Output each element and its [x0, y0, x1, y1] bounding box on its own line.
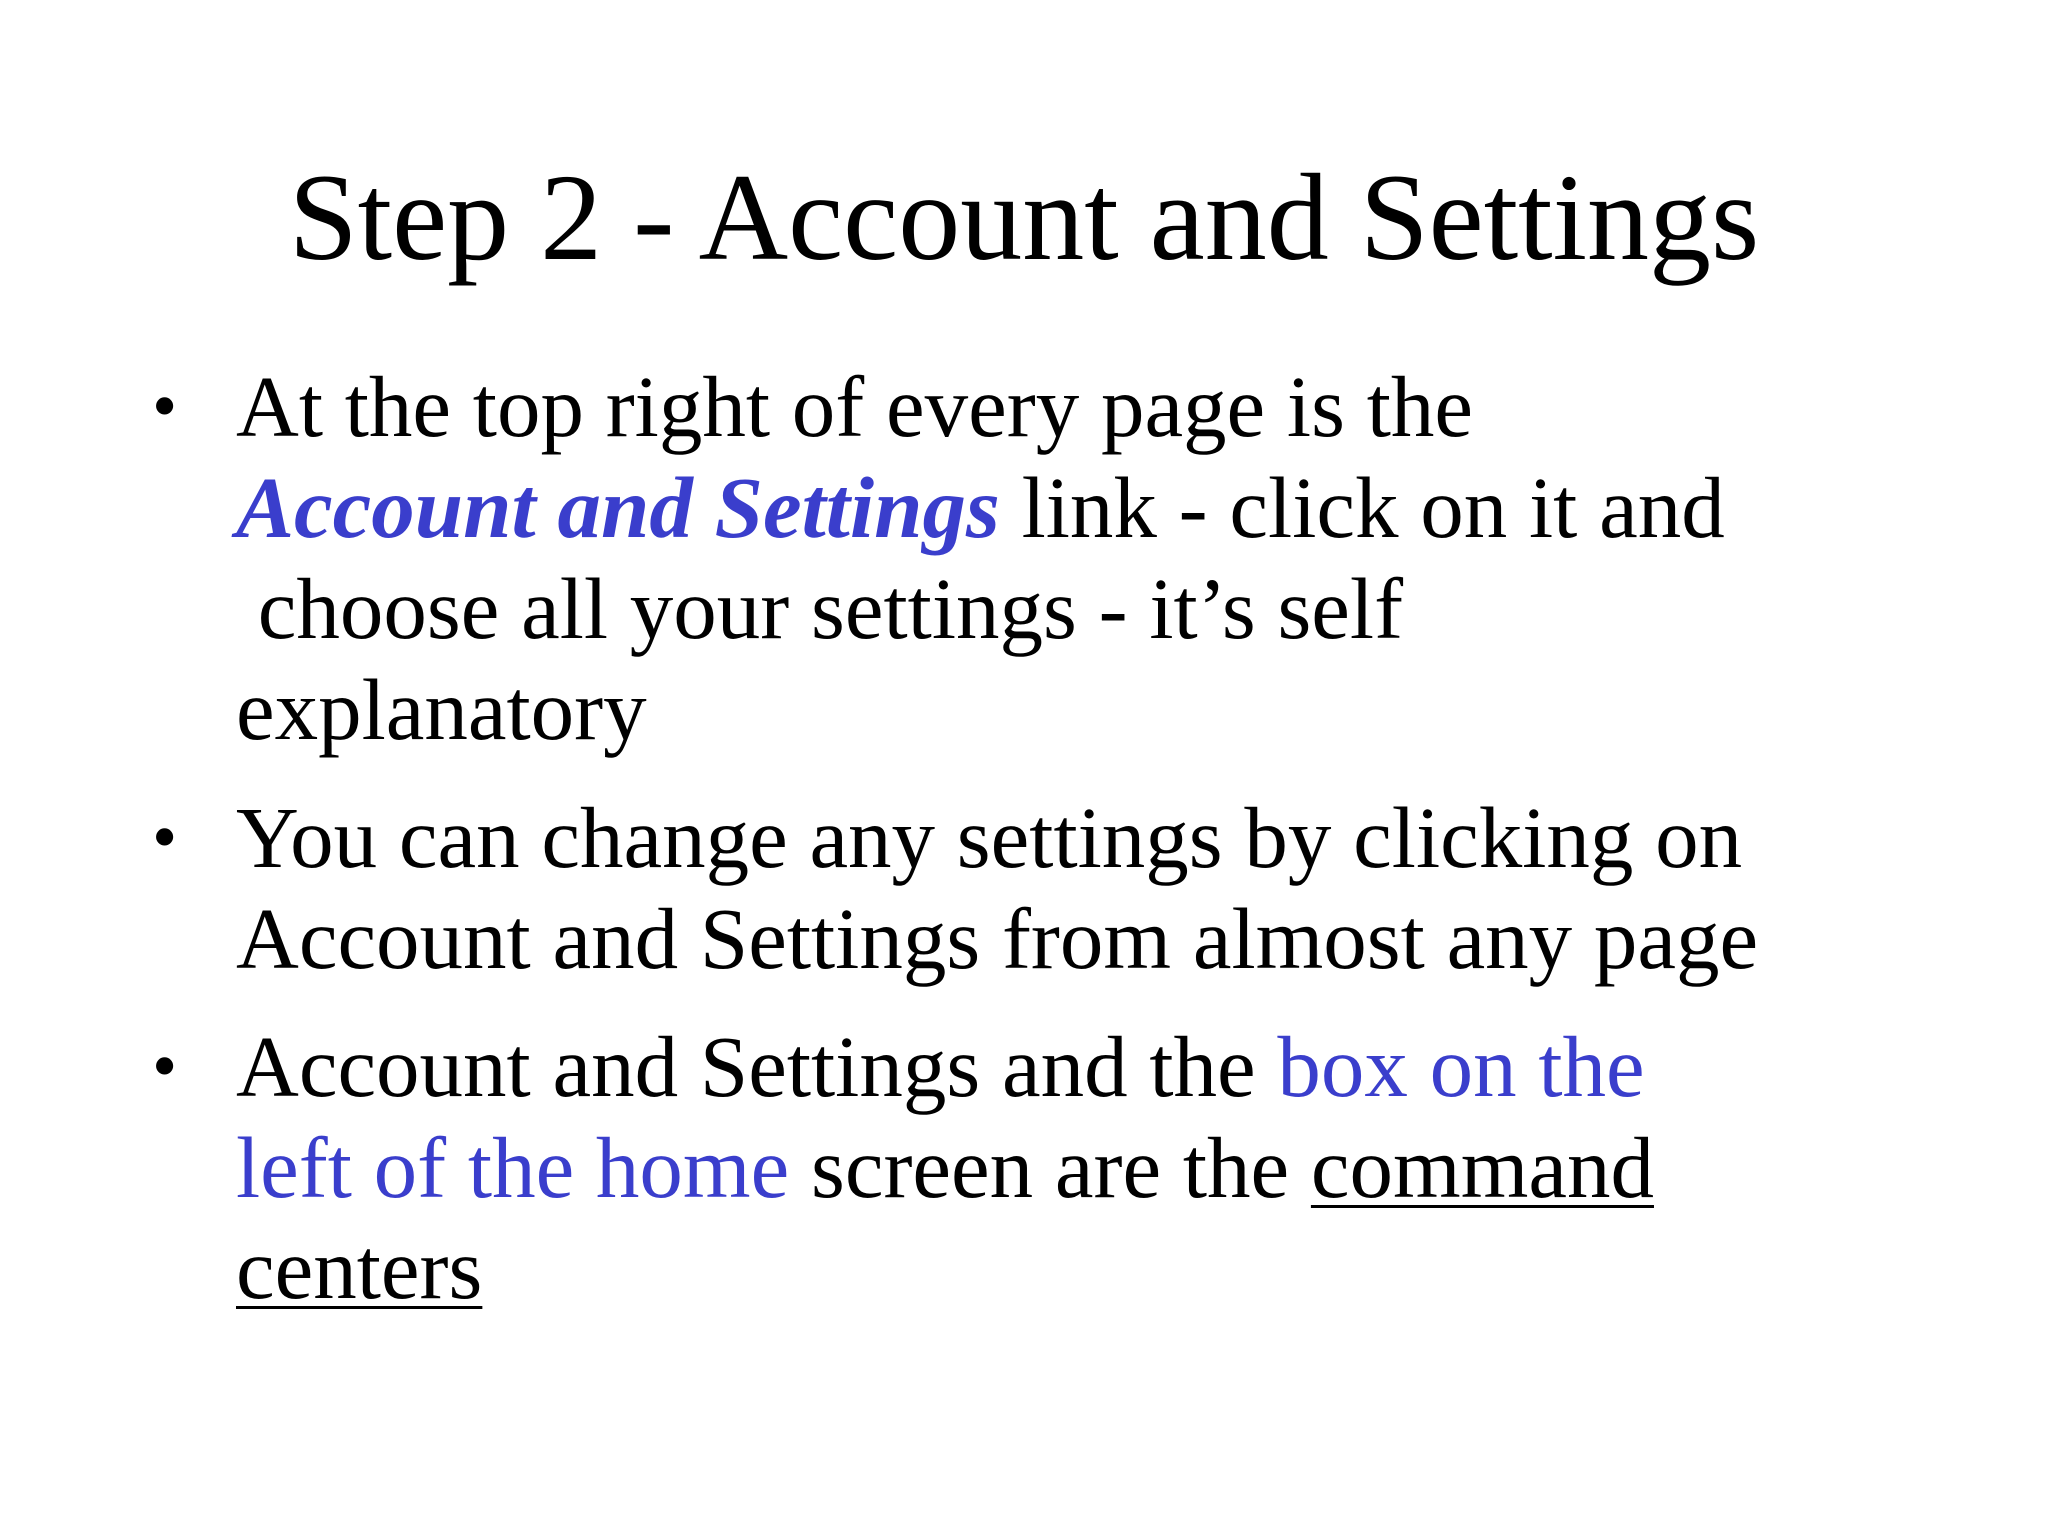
bullet-item-2 [152, 787, 1876, 989]
bullet-3-line-2 [236, 1117, 1876, 1218]
bullet-2-line-1: You can change any settings by clicking on [236, 789, 1743, 886]
bullet-3-blue-text-1: box on the [1277, 1018, 1645, 1115]
bullet-3-line-3 [236, 1218, 1876, 1319]
bullet-item-3 [152, 1016, 1876, 1319]
bullet-3-line-1 [236, 1016, 1876, 1117]
bullet-1-line-2 [236, 457, 1876, 558]
account-settings-link-text: Account and Settings [236, 459, 1000, 556]
bullet-3-text-start: Account and Settings and the [236, 1018, 1278, 1115]
bullet-1-line-3: choose all your settings - it’s self [236, 560, 1404, 657]
bullet-3-text-middle: screen are the [789, 1119, 1311, 1216]
bullet-marker: • [152, 797, 178, 877]
bullet-marker: • [152, 366, 178, 446]
bullet-1-line-4: explanatory [236, 661, 647, 758]
bullet-3-underlined-1: command [1310, 1119, 1654, 1216]
bullet-2-line-2: Account and Settings from almost any page [236, 890, 1759, 987]
bullet-item-1 [152, 356, 1876, 760]
bullet-1-line-1: At the top right of every page is the [236, 358, 1473, 455]
bullet-3-blue-text-2: left of the home [236, 1119, 790, 1216]
slide-title: Step 2 - Account and Settings [288, 149, 1760, 286]
bullet-3-underlined-2: centers [236, 1220, 483, 1317]
bullet-1-line-2-rest: link - click on it and [999, 459, 1725, 556]
bullet-marker: • [152, 1026, 178, 1106]
